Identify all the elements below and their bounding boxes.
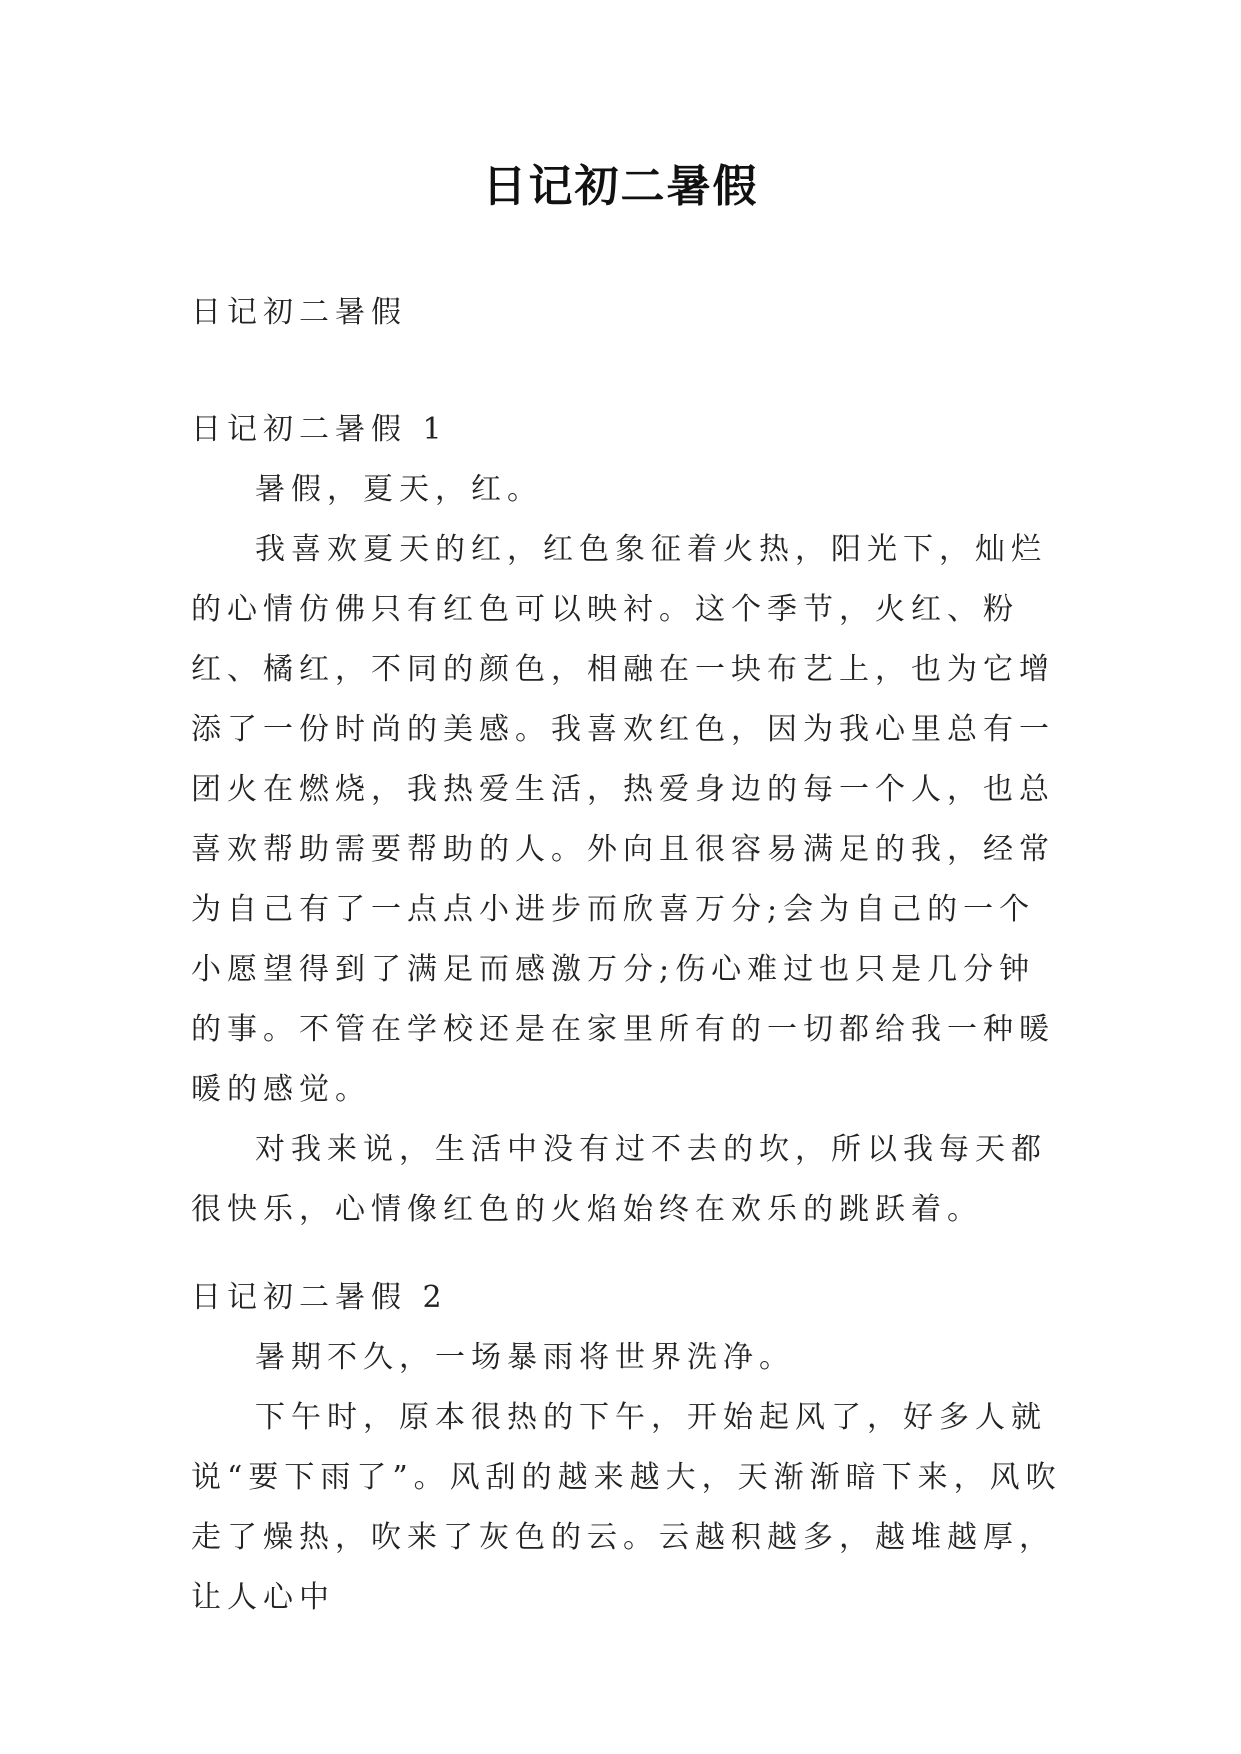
diary-section-1 <box>191 400 1071 1240</box>
paragraph: 对我来说，生活中没有过不去的坎，所以我每天都很快乐，心情像红色的火焰始终在欢乐的跳跃着。 <box>191 1132 1047 1227</box>
paragraph: 我喜欢夏天的红，红色象征着火热，阳光下，灿烂的心情仿佛只有红色可以映衬。这个季节，火红、粉红、橘红，不同的颜色，相融在一块布艺上，也为它增添了一份时尚的美感。我喜欢红色，因为我心里总有一团火在燃烧，我热爱生活，热爱身边的每一个人，也总喜欢帮助需要帮助的人。外向且很容易满足的我，经常为自己有了一点点小进步而欣喜万分;会为自己的一个小愿望得到了满足而感激万分;伤心难过也只是几分钟的事。不管在学校还是在家里所有的一切都给我一种暖暖的感觉。 <box>191 532 1055 1107</box>
document-title: 日记初二暑假 <box>482 161 759 212</box>
diary-section-2 <box>191 1268 1071 1628</box>
section-heading: 日记初二暑假 2 <box>191 1280 448 1315</box>
document-subtitle: 日记初二暑假 <box>191 295 407 330</box>
paragraph: 下午时，原本很热的下午，开始起风了，好多人就说“要下雨了”。风刮的越来越大，天渐渐暗下来，风吹走了燥热，吹来了灰色的云。云越积越多，越堆越厚，让人心中 <box>191 1400 1062 1615</box>
paragraph: 暑假，夏天，红。 <box>255 472 543 507</box>
section-heading: 日记初二暑假 1 <box>191 412 448 447</box>
paragraph: 暑期不久，一场暴雨将世界洗净。 <box>255 1340 795 1375</box>
